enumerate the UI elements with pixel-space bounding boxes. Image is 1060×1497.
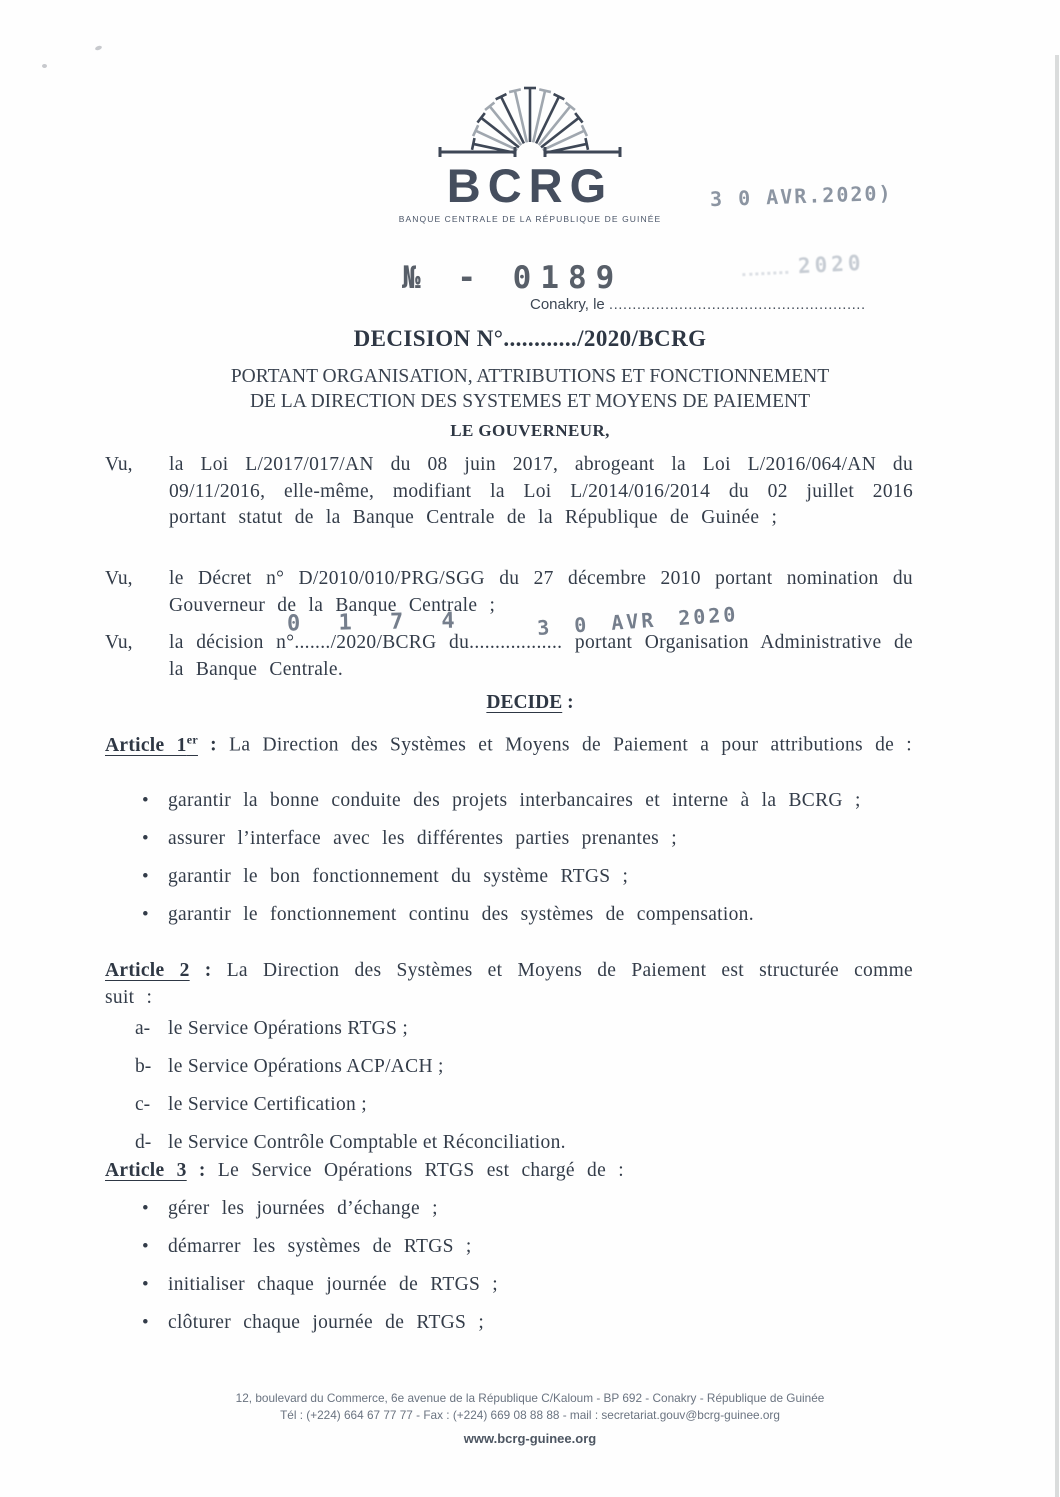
vu-paragraph-2 [105,566,913,619]
lettered-item [135,1092,913,1119]
logo-tagline: BANQUE CENTRALE DE LA RÉPUBLIQUE DE GUINÉE [398,214,662,224]
logo-acronym: BCRG [446,159,614,212]
stamp-smudge [742,261,789,276]
footer-contacts: Tél : (+224) 664 67 77 77 - Fax : (+224) 669 08 88 88 - mail : secretariat.gouv@bcrg-guinee.org [280,1408,780,1422]
bullet-item: • initialiser chaque journée de RTGS ; [140,1272,912,1299]
article-3-body: Le Service Opérations RTGS est chargé de : [217,1160,624,1181]
article-1-heading: Article 1er [105,732,198,756]
decision-date-stamp: 3 0 AVR 2020 [536,602,740,640]
footer-website: www.bcrg-guinee.org [463,1431,597,1446]
scan-edge [1055,55,1059,1497]
article-2-heading: Article 2 [105,960,190,981]
decision-subtitle [0,364,1060,414]
bullet-item: • démarrer les systèmes de RTGS ; [140,1234,912,1261]
scan-speck [95,45,103,51]
vu-label: Vu, [105,632,133,653]
vu-label: Vu, [105,454,133,475]
lettered-item [135,1016,913,1043]
bullet-item: • garantir le fonctionnement continu des systèmes de compensation. [140,902,912,929]
subtitle-line-1: PORTANT ORGANISATION, ATTRIBUTIONS ET FONCTIONNEMENT [230,366,830,387]
scan-speck [42,64,47,68]
lettered-item [135,1054,913,1081]
article-3-heading: Article 3 [105,1160,187,1181]
item-text: le Service Opérations RTGS ; [168,1018,409,1039]
footer [0,1390,1060,1424]
fill-in-dots: .................. [469,632,563,653]
bullet-item: • garantir le bon fonctionnement du système RTGS ; [140,864,912,891]
vu-text: 0 1 7 4 3 0 AVR 2020 la décision n°......./2020/BCRG du.................. portant Organisation Administrative de la Banque Centrale. [169,602,913,680]
article-2-paragraph: Article 2 : La Direction des Systèmes et Moyens de Paiement est structurée comme suit : [105,960,913,1008]
article-1-paragraph: Article 1er : La Direction des Systèmes et Moyens de Paiement a pour attributions de : [105,732,913,756]
decision-number-stamp: 0 1 7 4 [286,608,464,637]
vu-label: Vu, [105,568,133,589]
article-3-paragraph: Article 3 : Le Service Opérations RTGS est chargé de : [105,1160,624,1181]
vu-paragraph-1 [105,452,913,532]
received-date-stamp: 3 0 AVR.2020) [709,180,893,212]
bcrg-logo [0,86,1060,224]
bullet-item: • assurer l’interface avec les différentes parties prenantes ; [140,826,912,853]
bullet-item: • garantir la bonne conduite des projets interbancaires et interne à la BCRG ; [140,788,912,815]
article-3-bullet-list [140,1196,912,1348]
dateline-dots: ....................................................... [608,296,866,313]
item-marker: c- [135,1094,151,1115]
salutation: LE GOUVERNEUR, [450,421,610,440]
lettered-item [135,1130,913,1157]
document-number-stamp: № - 0189 [402,260,624,296]
dateline-label: Conakry, le [530,296,609,313]
vu-text: le Décret n° D/2010/010/PRG/SGG du 27 décembre 2010 portant nomination du Gouverneur de la Banque Centrale ; [169,568,913,616]
item-marker: a- [135,1018,151,1039]
bullet-item: • gérer les journées d’échange ; [140,1196,912,1223]
article-2-lettered-list [135,1016,913,1168]
dateline [530,296,866,313]
vu-paragraph-3 [105,602,913,683]
vu-text: la Loi L/2017/017/AN du 08 juin 2017, abrogeant la Loi L/2016/064/AN du 09/11/2016, elle-même, modifiant la Loi L/2014/016/2014 du 02 juillet 2016 portant statut de la Banque Centrale de la République de Guinée ; [169,454,913,528]
decision-title: DECISION N°............/2020/BCRG [353,326,707,351]
footer-address: 12, boulevard du Commerce, 6e avenue de la République C/Kaloum - BP 692 - Conakry - République de Guinée [235,1391,825,1405]
item-text: le Service Opérations ACP/ACH ; [168,1056,444,1077]
article-2-body: La Direction des Systèmes et Moyens de Paiement est structurée comme suit : [105,960,913,1008]
decide-heading: DECIDE : [486,692,574,713]
item-marker: d- [135,1132,152,1153]
bullet-item: • clôturer chaque journée de RTGS ; [140,1310,912,1337]
faint-date-stamp: 2020 [741,251,865,281]
item-text: le Service Certification ; [168,1094,367,1115]
article-1-bullet-list [140,788,912,940]
article-1-body: La Direction des Systèmes et Moyens de Paiement a pour attributions de : [229,734,913,756]
fill-in-dots: ....... [294,632,331,653]
sunburst-rays-icon [425,86,635,162]
item-marker: b- [135,1056,152,1077]
subtitle-line-2: DE LA DIRECTION DES SYSTEMES ET MOYENS DE PAIEMENT [249,391,811,412]
item-text: le Service Contrôle Comptable et Réconciliation. [168,1132,566,1153]
